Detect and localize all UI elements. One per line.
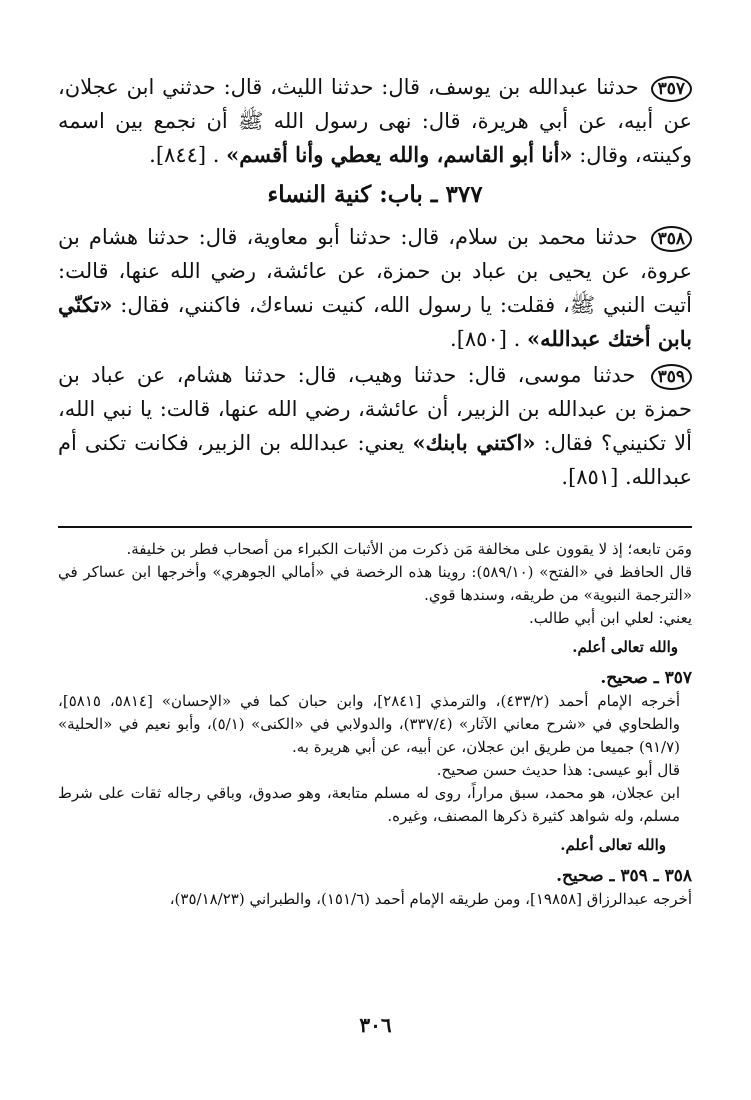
hadith-number-badge: ٣٥٧	[651, 76, 692, 102]
footnote-line: أخرجه الإمام أحمد (٤٣٣/٢)، والترمذي [٢٨٤١]، وابن حبان كما في «الإحسان» [٥٨١٤، ٥٨١٥]، والطحاوي في «شرح معاني الآثار» (٣٣٧/٤)، والدولابي في «الكنى» (٥/١)، وأبو نعيم في «الحلية» (٩١/٧) جميعا من طريق ابن عجلان، عن أبيه، عن أبي هريرة به.	[58, 692, 681, 756]
main-text	[58, 70, 692, 496]
hadith-text: حدثنا موسى، قال: حدثنا وهيب، قال: حدثنا هشام، عن عباد بن حمزة بن عبدالله بن الزبير، أن عائشة، رضي الله عنها، قالت: يا نبي الله، ألا تكنيني؟ فقال:	[58, 363, 692, 455]
footnote-line: أخرجه عبدالرزاق [١٩٨٥٨]، ومن طريقه الإمام أحمد (١٥١/٦)، والطبراني (٣٥/١٨/٢٣)،	[169, 890, 692, 908]
footnote-line: ومَن تابعه؛ إذ لا يقوون على مخالفة مَن ذكرت من الأثبات الكبراء من أصحاب فطر بن خليفة.	[126, 540, 692, 558]
grading-heading: ٣٥٨ ـ ٣٥٩ ـ صحيح.	[556, 866, 692, 886]
hadith-text: حدثنا محمد بن سلام، قال: حدثنا أبو معاوية، قال: حدثنا هشام بن عروة، عن يحيى بن عباد بن حمزة، عن عائشة، رضي الله عنها، قالت: أتيت النبي ﷺ، فقلت: يا رسول الله، كنيت نساءك، فاكنني، فقال:	[58, 225, 692, 317]
footnote-line: قال الحافظ في «الفتح» (٥٨٩/١٠): روينا هذه الرخصة في «أمالي الجوهري» وأخرجها ابن عساكر في «الترجمة النبوية» من طريقه، وسندها قوي.	[58, 563, 692, 604]
footnote-line: ابن عجلان، هو محمد، سبق مراراً، روى له مسلم متابعة، وهو صدوق، وباقي رجاله ثقات على شرط مسلم، وله شواهد كثيرة ذكرها المصنف، وغيره.	[58, 784, 680, 825]
hadith-358	[58, 220, 692, 356]
hadith-reference: يعني: عبدالله بن الزبير، فكانت تكنى أم عبدالله. [٨٥١].	[58, 431, 692, 489]
hadith-359	[58, 358, 692, 494]
hadith-quote: «أنا أبو القاسم، والله يعطي وأنا أقسم»	[226, 142, 573, 167]
grading-heading: ٣٥٧ ـ صحيح.	[600, 668, 692, 688]
footnote-divider	[58, 526, 692, 528]
hadith-reference: . [٨٤٤].	[149, 143, 220, 167]
hadith-357	[58, 70, 692, 172]
grading-body	[58, 690, 692, 857]
closing-phrase: والله تعالى أعلم.	[572, 638, 678, 656]
hadith-reference: . [٨٥٠].	[450, 327, 521, 351]
page-number: ٣٠٦	[359, 1013, 392, 1037]
hadith-quote: «اكتني بابنك»	[412, 430, 536, 455]
hadith-text: حدثنا عبدالله بن يوسف، قال: حدثنا الليث، قال: حدثني ابن عجلان، عن أبيه، عن أبي هريرة، قال: نهى رسول الله ﷺ أن نجمع بين اسمه وكينته، وقال:	[58, 75, 692, 167]
hadith-quote: «تكنّي بابن أختك عبدالله»	[58, 292, 692, 351]
footnote-line: قال أبو عيسى: هذا حديث حسن صحيح.	[436, 761, 680, 779]
hadith-number-badge: ٣٥٨	[651, 226, 692, 252]
closing-phrase: والله تعالى أعلم.	[560, 836, 666, 854]
footnotes	[58, 538, 692, 911]
footnote-line: يعني: لعلي ابن أبي طالب.	[528, 609, 692, 627]
chapter-title: ٣٧٧ ـ باب: كنية النساء	[267, 181, 483, 208]
hadith-number-badge: ٣٥٩	[651, 364, 692, 390]
